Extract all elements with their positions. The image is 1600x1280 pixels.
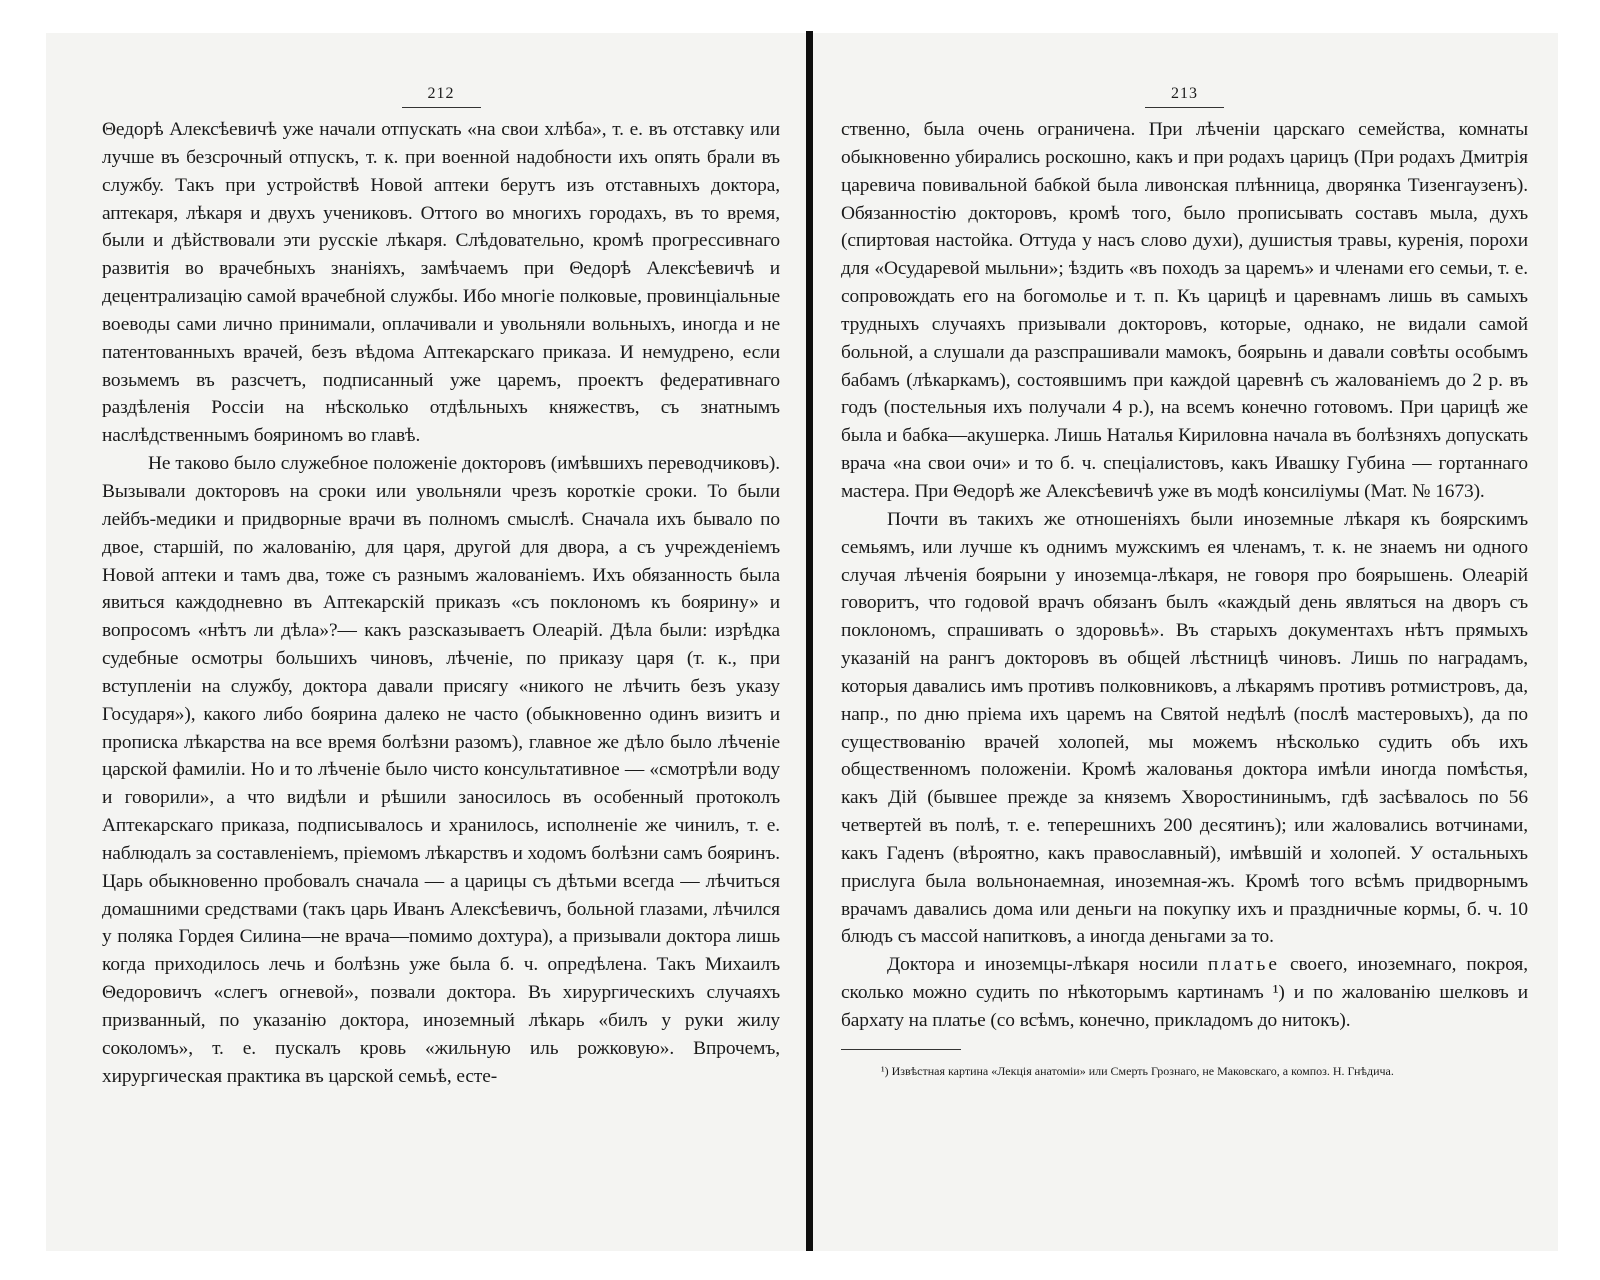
right-page (813, 33, 1558, 1251)
paragraph-start: Доктора и иноземцы-лѣкаря носили (887, 954, 1198, 976)
left-page (46, 33, 806, 1251)
page-number-right: 213 (841, 85, 1528, 108)
paragraph-end: своего, иноземнаго, покроя, сколько можно судить по нѣкоторымъ картинамъ ¹) и по жалованію шелковъ и бархату на платье (со всѣмъ, конечно, прикладомъ до нитокъ). (841, 954, 1528, 1031)
book-spread (46, 33, 1558, 1251)
spaced-word: платье (1207, 954, 1280, 976)
paragraph: ственно, была очень ограничена. При лѣченіи царскаго семейства, комнаты обыкновенно убирались роскошно, какъ и при родахъ царицъ (При родахъ Дмитрія царевича повивальной бабкой была ливонская плѣнница, дворянка Тизенгаузенъ). Обязанностію докторовъ, кромѣ того, было прописывать составъ мыла, духъ (спиртовая настойка. Оттуда у насъ слово духи), душистыя травы, куренія, порохи для «Осударевой мыльни»; ѣздить «въ походъ за царемъ» и членами его семьи, т. е. сопровождать его на богомолье и т. п. Къ царицѣ и царевнамъ лишь въ самыхъ трудныхъ случаяхъ призывали докторовъ, которые, однако, не видали самой больной, а слушали да разспрашивали мамокъ, боярынь и давали совѣты особымъ бабамъ (лѣкаркамъ), состоявшимъ при каждой царевнѣ съ жалованіемъ до 2 р. въ годъ (постельныя ихъ получали 4 р.), на всемъ конечно готовомъ. При царицѣ же была и бабка—акушерка. Лишь Наталья Кириловна начала въ болѣзняхъ допускать врача «на свои очи» и то б. ч. спеціалистовъ, какъ Ивашку Губина — гортаннаго мастера. При Θедорѣ же Алексѣевичѣ уже въ модѣ консиліумы (Мат. № 1673). (841, 119, 1528, 502)
paragraph: Почти въ такихъ же отношеніяхъ были иноземные лѣкаря къ боярскимъ семьямъ, или лучше къ однимъ мужскимъ ея членамъ, т. к. не знаемъ ни одного случая лѣченія боярыни у иноземца-лѣкаря, не говоря про боярышень. Олеарій говоритъ, что годовой врачъ обязанъ былъ «каждый день являться на дворъ съ поклономъ, спрашивать о здоровьѣ». Въ старыхъ документахъ нѣтъ прямыхъ указаній на рангъ докторовъ въ общей лѣстницѣ чиновъ. Лишь по наградамъ, которыя давались имъ противъ полковниковъ, а лѣкарямъ противъ ротмистровъ, да, напр., по дню пріема ихъ царемъ на Святой недѣлѣ (послѣ мастеровыхъ), да по существованію врачей холопей, мы можемъ нѣсколько судить объ ихъ общественномъ положеніи. Кромѣ жалованья доктора имѣли иногда помѣстья, какъ Дій (бывшее прежде за княземъ Хворостининымъ, гдѣ засѣвалось по 56 четвертей въ полѣ, т. е. теперешнихъ 200 десятинъ); или жаловались вотчинами, какъ Гаденъ (вѣроятно, какъ православный), имѣвшій и холопей. У остальныхъ прислуга была вольнонаемная, иноземная-жъ. Кромѣ того всѣмъ придворнымъ врачамъ давались дома или деньги на покупку ихъ и праздничные кормы, б. ч. 10 блюдъ съ массой напитковъ, а иногда деньгами за то. (841, 508, 1528, 948)
footnote-rule (841, 1049, 961, 1050)
page-number-left: 212 (102, 85, 780, 108)
paragraph: Θедорѣ Алексѣевичѣ уже начали отпускать «на свои хлѣба», т. е. въ отставку или лучше въ безсрочный отпускъ, т. к. при военной надобности ихъ опять брали въ службу. Такъ при устройствѣ Новой аптеки берутъ изъ отставныхъ доктора, аптекаря, лѣкаря и двухъ учениковъ. Оттого во многихъ городахъ, въ то время, были и дѣйствовали эти русскіе лѣкаря. Слѣдовательно, кромѣ прогрессивнаго развитія во врачебныхъ знаніяхъ, замѣчаемъ при Θедорѣ Алексѣевичѣ и децентрализацію самой врачебной службы. Ибо многіе полковые, провинціальные воеводы сами лично принимали, оплачивали и увольняли вольныхъ, иногда и не патентованныхъ врачей, безъ вѣдома Аптекарскаго приказа. И немудрено, если возьмемъ въ разсчетъ, подписанный уже царемъ, проектъ федеративнаго раздѣленія Россіи на нѣсколько отдѣльныхъ княжествъ, съ знатнымъ наслѣдственнымъ бояриномъ во главѣ. (102, 119, 780, 447)
paragraph: Не таково было служебное положеніе докторовъ (имѣвшихъ переводчиковъ). Вызывали докторовъ на сроки или увольняли чрезъ короткіе сроки. То были лейбъ-медики и придворные врачи въ полномъ смыслѣ. Сначала ихъ бывало по двое, старшій, по жалованію, для царя, другой для двора, а съ учрежденіемъ Новой аптеки и тамъ два, тоже съ разнымъ жалованіемъ. Ихъ обязанность была явиться каждодневно въ Аптекарскій приказъ «съ поклономъ къ боярину» и вопросомъ «нѣтъ ли дѣла»?— какъ разсказываетъ Олеарій. Дѣла были: изрѣдка судебные осмотры большихъ чиновъ, лѣченіе, по приказу царя (т. к., при вступленіи на службу, доктора давали присягу «никого не лѣчить безъ указу Государя»), какого либо боярина далеко не часто (обыкновенно одинъ визитъ и прописка лѣкарства на все время болѣзни разомъ), главное же дѣло было лѣченіе царской фамиліи. Но и то лѣченіе было чисто консультативное — «смотрѣли воду и говорили», а что видѣли и рѣшили заносилось въ особенный протоколъ Аптекарскаго приказа, подписывалось и хранилось, исполненіе же чинилъ, т. е. наблюдалъ за составленіемъ, пріемомъ лѣкарствъ и ходомъ болѣзни самъ бояринъ. Царь обыкновенно пробовалъ сначала — а царицы съ дѣтьми всегда — лѣчиться домашними средствами (такъ царь Иванъ Алексѣевичъ, больной глазами, лѣчился у поляка Гордея Силина—не врача—помимо дохтура), а призывали доктора лишь когда приходилось лечь и болѣзнь уже была б. ч. опредѣлена. Такъ Михаилъ Θедоровичъ «слегъ огневой», позвали доктора. Въ хирургическихъ случаяхъ призванный, по указанію доктора, иноземный лѣкарь «билъ у руки жилу соколомъ», т. е. пускалъ кровь «жильную иль рожковую». Впрочемъ, хирургическая практика въ царской семьѣ, есте- (102, 453, 780, 1087)
paragraph (841, 951, 1528, 1035)
book-gutter (806, 31, 813, 1251)
footnote: ¹) Извѣстная картина «Лекція анатоміи» или Смерть Грознаго, не Маковскаго, а композ. Н. Гнѣдича. (881, 1063, 1394, 1078)
